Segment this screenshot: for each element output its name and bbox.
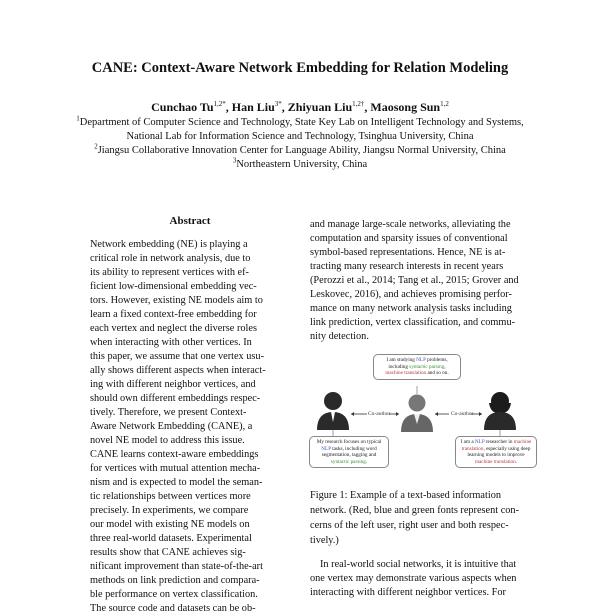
edge-label-right: Co-author (451, 411, 474, 417)
left-user-icon (317, 392, 349, 430)
text-line: ble performance on vertex classification. (90, 589, 258, 600)
affiliation-line: $^3$Northeastern University, China (232, 156, 368, 170)
abstract-body (90, 238, 290, 616)
middle-user-icon (401, 395, 433, 433)
text-line: critical role in network analysis, due to (90, 253, 251, 264)
text-line: computation and sparsity issues of conventional (310, 233, 508, 244)
text-line: nity detection. (310, 331, 369, 342)
text-line: Leskovec, 2016), and achieves promising perfor- (310, 289, 512, 300)
author-name: Maosong Sun (370, 100, 441, 114)
text-line: mance on many network analysis tasks including (310, 303, 512, 314)
text-line: should own different embeddings respec- (90, 393, 261, 404)
left-user-bubble: My research focuses on typical NLP tasks, including word segmentation, tagging and syntactic parsing. (309, 436, 389, 468)
text-line: nificant improvement than state-of-the-art (90, 561, 263, 572)
right-user-bubble: I am a NLP researcher in machine translation, especially using deep learning models to improve machine translation. (455, 436, 537, 468)
text-line: results show that CANE achieves sig- (90, 547, 246, 558)
text-line: (Perozzi et al., 2014; Tang et al., 2015; Grover and (310, 275, 519, 286)
author-name: Zhiyuan Liu (287, 100, 353, 114)
author-name: Cunchao Tu (151, 100, 214, 114)
text-line: symbol-based representations. Hence, NE is at- (310, 247, 506, 258)
abstract-heading: Abstract (169, 215, 211, 227)
intro-paragraph (310, 218, 532, 344)
text-line: ally shows different aspects when interact- (90, 365, 266, 376)
text-line: precisely. In experiments, we compare (90, 505, 249, 516)
text-line: tors. However, existing NE models aim to (90, 295, 263, 306)
text-line: when interacting with other vertices. In (90, 337, 252, 348)
text-line: CANE learns context-aware embeddings (90, 449, 259, 460)
text-line: interacting with different neighbor vertices. For (310, 587, 506, 598)
text-line: three real-world datasets. Experimental (90, 533, 252, 544)
right-user-icon (484, 392, 516, 430)
text-line: its ability to represent vertices with ef- (90, 267, 249, 278)
text-line: ing with different neighbor vertices, and (90, 379, 256, 390)
text-line: methods on link prediction and compara- (90, 575, 260, 586)
text-line: one vertex may demonstrate various aspects when (310, 573, 517, 584)
text-line: learn a fixed context-free embedding for (90, 309, 257, 320)
text-line: each vertex and neglect the diverse roles (90, 323, 257, 334)
text-line: Aware Network Embedding (CANE), a (90, 421, 253, 432)
text-line: tively. Therefore, we present Context- (90, 407, 247, 418)
top-user-bubble: I am studying NLP problems, including syntactic parsing, machine translation and so on. (373, 354, 461, 380)
author-name: Han Liu (231, 100, 275, 114)
affiliation-line: $^1$Department of Computer Science and Technology, State Key Lab on Intelligent Technology and Systems, (76, 114, 524, 128)
text-line: In real-world social networks, it is intuitive that (320, 559, 517, 570)
text-line: for vertices with mutual attention mecha- (90, 463, 261, 474)
text-line: nism and is expected to model the seman- (90, 477, 263, 488)
text-line: tracting many research interests in recent years (310, 261, 504, 272)
affiliation-line: National Lab for Information Science and Technology, Tsinghua University, China (126, 131, 474, 142)
affiliation-line: $^2$Jiangsu Collaborative Innovation Center for Language Ability, Jiangsu Normal University, China (94, 142, 506, 156)
text-line: this paper, we assume that one vertex usu- (90, 351, 265, 362)
text-line: The source code and datasets can be ob- (90, 603, 256, 614)
edge-label-left: Co-author (368, 411, 391, 417)
figure-caption: Figure 1: Example of a text-based information network. (Red, blue and green fonts represent con- cerns of the left user, right user and both respec- tively.) (310, 490, 520, 546)
text-line: novel NE model to address this issue. (90, 435, 245, 446)
text-line: ficient low-dimensional embedding vec- (90, 281, 257, 292)
text-line: tic relationships between vertices more (90, 491, 251, 502)
text-line: our model with existing NE models on (90, 519, 250, 530)
text-line: Network embedding (NE) is playing a (90, 239, 248, 250)
figure-1 (305, 348, 535, 480)
text-line: and manage large-scale networks, alleviating the (310, 219, 511, 230)
intro-paragraph-2 (310, 558, 532, 600)
paper-title: CANE: Context-Aware Network Embedding for Relation Modeling (91, 60, 509, 76)
author-list: Cunchao $Tu^{1,2*}$, Han Liu$^{3*}$, Zhiyuan Liu$^{1,2\dagger}$, Maosong Sun$^{1,2}$ (151, 100, 449, 114)
text-line: link prediction, vertex classification, and commu- (310, 317, 516, 328)
